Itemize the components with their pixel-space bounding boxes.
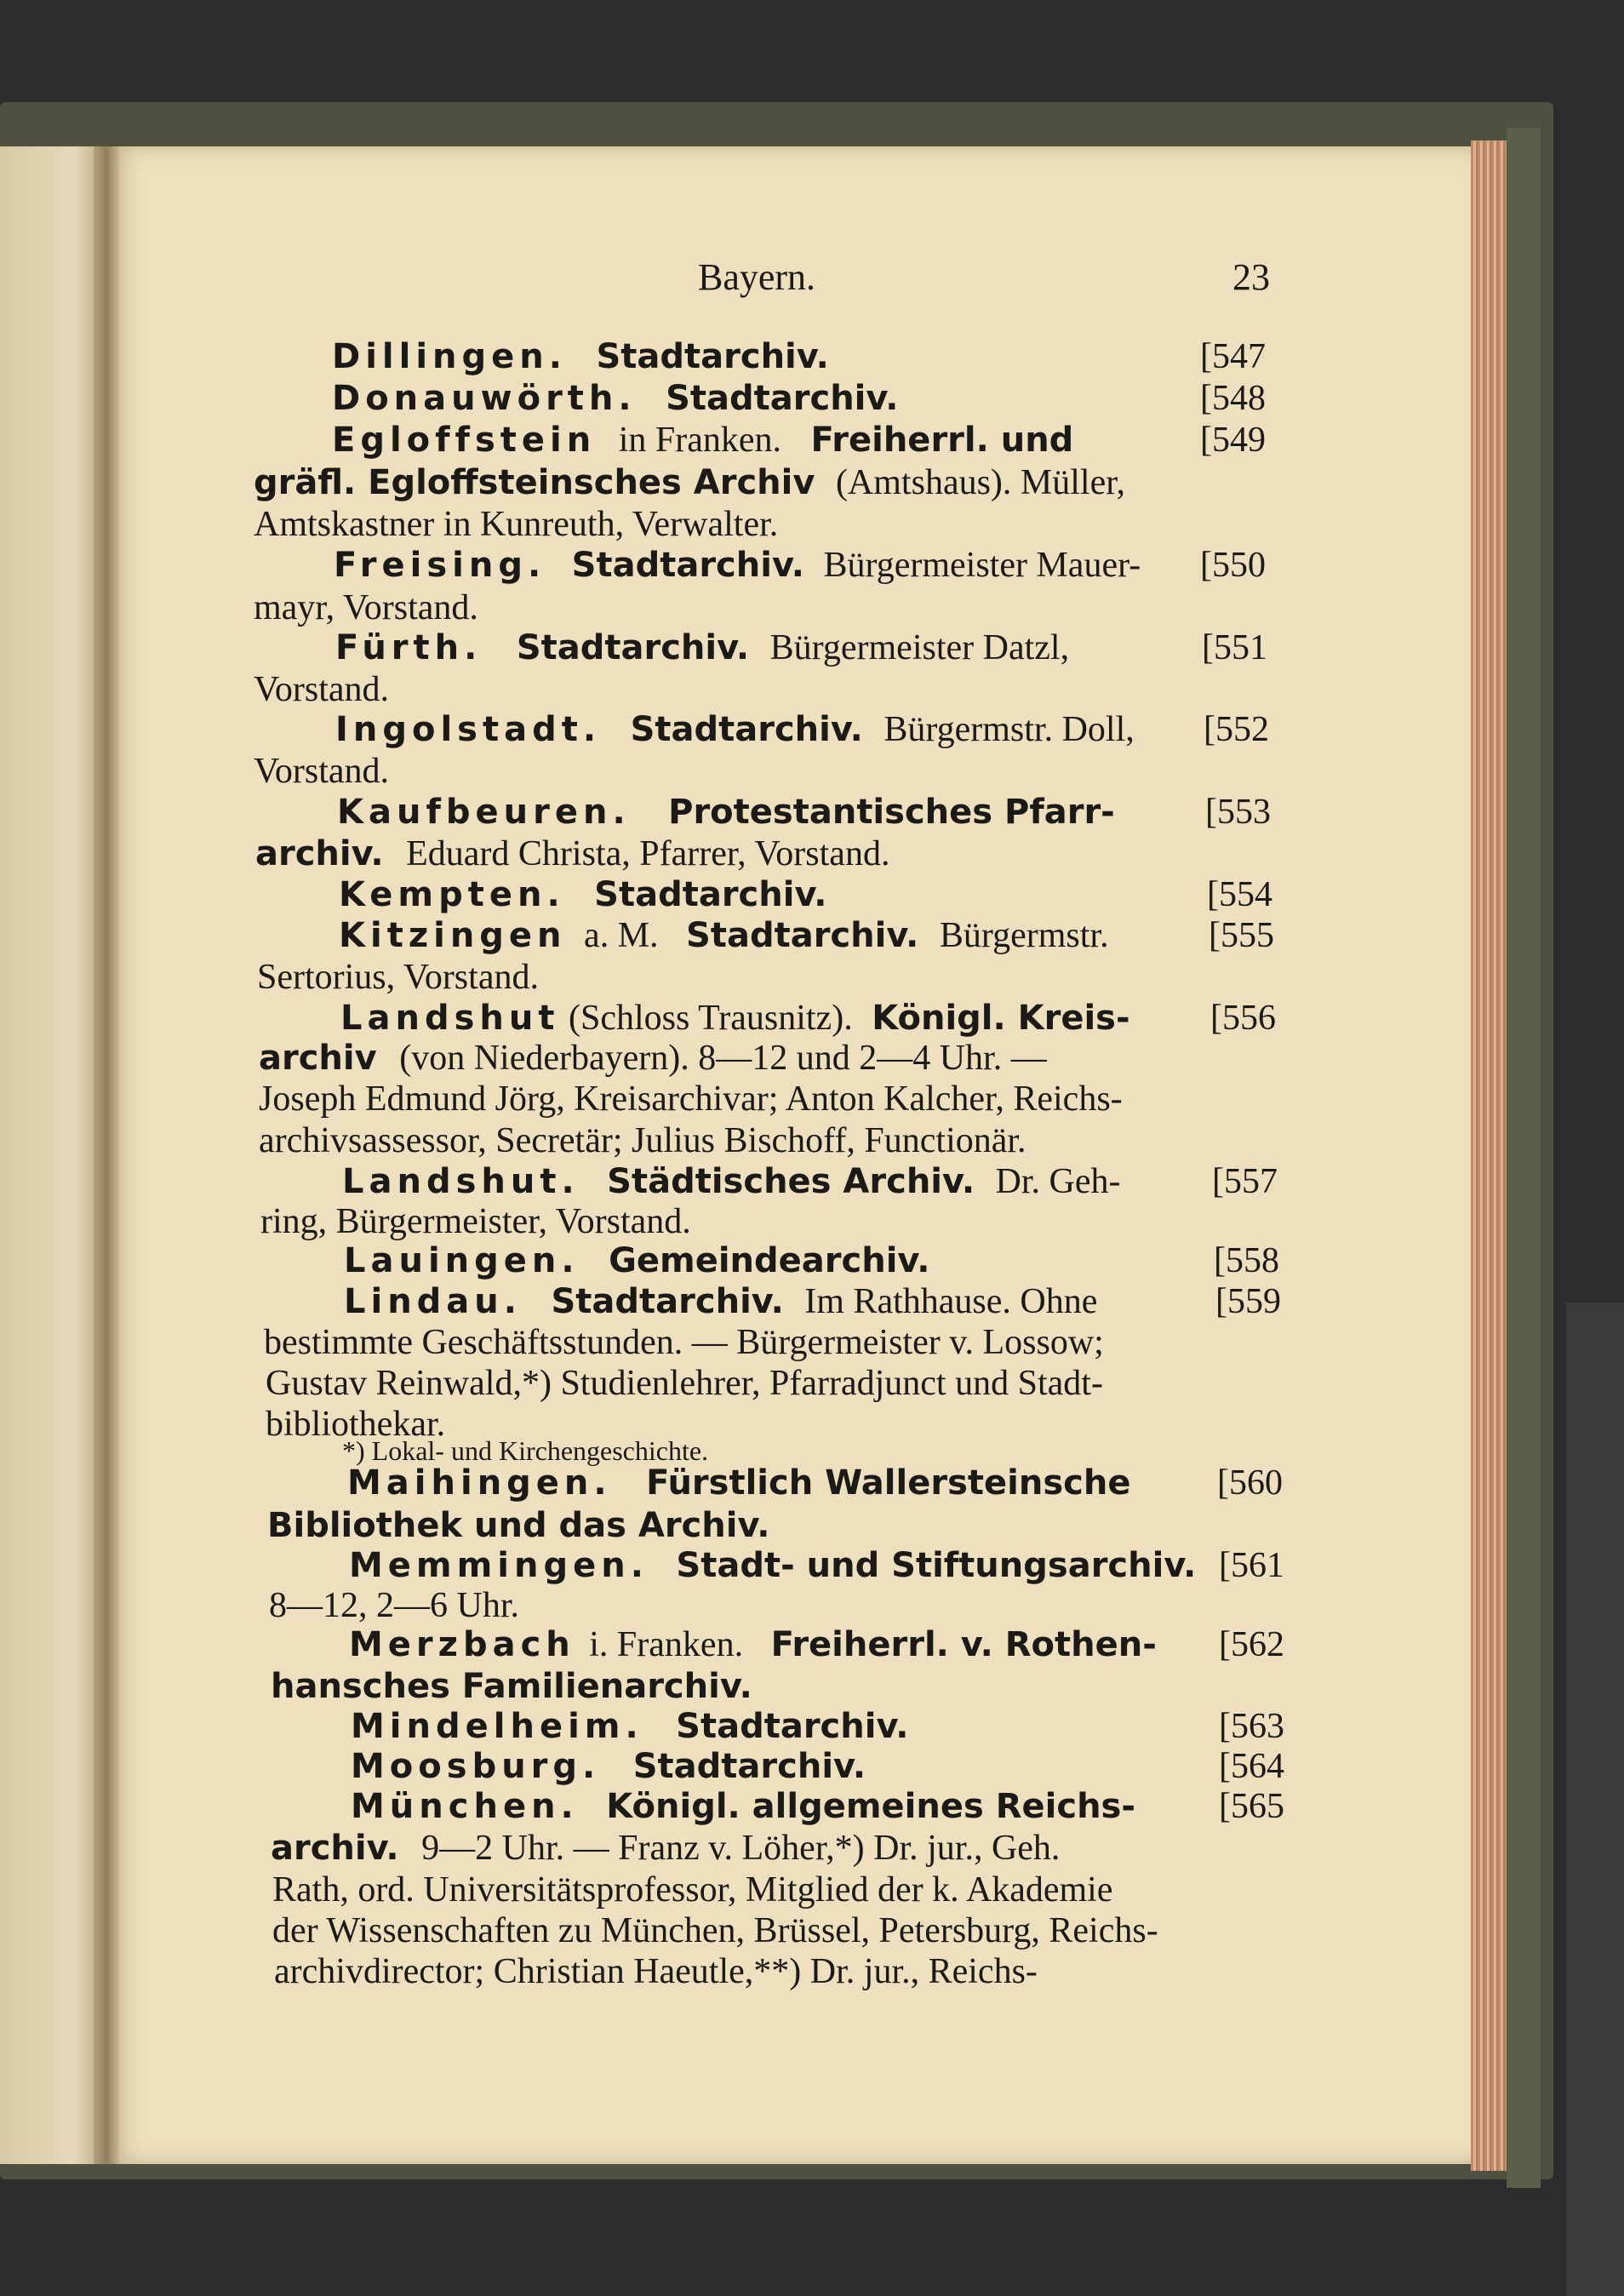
entry-number: [564	[1219, 1747, 1284, 1786]
entry-line: archivdirector; Christian Haeutle,**) Dr. jur., Reichs-	[274, 1952, 1038, 1991]
entry-line: Egloffstein in Franken. Freiherrl. und	[332, 421, 1074, 460]
entry-line: Moosburg. Stadtarchiv.	[351, 1747, 866, 1786]
entry-number: [556	[1210, 999, 1276, 1038]
entry-number: [552	[1204, 710, 1269, 749]
entry-line: 8—12, 2—6 Uhr.	[269, 1586, 519, 1625]
entry-line: Dillingen. Stadtarchiv.	[332, 337, 829, 376]
entry-line: Sertorius, Vorstand.	[257, 958, 539, 997]
entry-line: archivsassessor, Secretär; Julius Bischoff, Functionär.	[259, 1121, 1026, 1160]
entry-line: Bibliothek und das Archiv.	[267, 1506, 770, 1545]
entry-line: ring, Bürgermeister, Vorstand.	[260, 1202, 691, 1241]
entry-line: Merzbach i. Franken. Freiherrl. v. Rothen-	[349, 1625, 1157, 1664]
entry-number: [547	[1200, 337, 1266, 376]
entry-line: Rath, ord. Universitätsprofessor, Mitglied der k. Akademie	[272, 1870, 1113, 1910]
page-number: 23	[1232, 256, 1270, 298]
entry-line: bestimmte Geschäftsstunden. — Bürgermeister v. Lossow;	[264, 1323, 1104, 1362]
entry-number: [555	[1209, 916, 1274, 955]
entry-number: [548	[1200, 379, 1266, 418]
entry-line: Lauingen. Gemeindearchiv.	[344, 1241, 930, 1280]
entry-line: Landshut. Städtisches Archiv. Dr. Geh-	[342, 1162, 1121, 1201]
entry-line: München. Königl. allgemeines Reichs-	[351, 1787, 1135, 1826]
entry-line: gräfl. Egloffsteinsches Archiv (Amtshaus). Müller,	[254, 463, 1126, 502]
entry-number: [549	[1200, 421, 1266, 460]
entry-line: Memmingen. Stadt- und Stiftungsarchiv.	[349, 1546, 1197, 1585]
entry-line: archiv (von Niederbayern). 8—12 und 2—4 Uhr. —	[259, 1039, 1047, 1078]
entry-line: Amtskastner in Kunreuth, Verwalter.	[254, 505, 779, 544]
entry-line: Joseph Edmund Jörg, Kreisarchivar; Anton Kalcher, Reichs-	[259, 1079, 1123, 1119]
entry-line: Ingolstadt. Stadtarchiv. Bürgermstr. Doll,	[335, 710, 1135, 749]
entry-line: Gustav Reinwald,*) Studienlehrer, Pfarradjunct und Stadt-	[266, 1364, 1103, 1403]
footnote: *) Lokal- und Kirchengeschichte.	[342, 1435, 709, 1466]
entry-line: der Wissenschaften zu München, Brüssel, Petersburg, Reichs-	[272, 1911, 1158, 1950]
entry-line: Maihingen. Fürstlich Wallersteinsche	[347, 1463, 1131, 1503]
entry-number: [558	[1214, 1241, 1279, 1280]
entry-line: Mindelheim. Stadtarchiv.	[351, 1707, 909, 1746]
entry-number: [559	[1215, 1282, 1281, 1321]
entry-number: [557	[1212, 1162, 1278, 1201]
entry-number: [565	[1219, 1787, 1284, 1826]
entry-line: Landshut (Schloss Trausnitz). Königl. Kreis-	[340, 999, 1130, 1038]
entry-number: [563	[1219, 1707, 1284, 1746]
entry-line: Kaufbeuren. Protestantisches Pfarr-	[337, 793, 1115, 832]
entry-line: Lindau. Stadtarchiv. Im Rathhause. Ohne	[344, 1282, 1098, 1321]
entry-number: [553	[1205, 793, 1271, 832]
entry-line: archiv. Eduard Christa, Pfarrer, Vorstand.	[255, 834, 890, 873]
entry-line: Kempten. Stadtarchiv.	[339, 875, 827, 914]
entry-line: Vorstand.	[254, 670, 390, 709]
entry-line: bibliothekar.	[266, 1405, 446, 1444]
entry-line: mayr, Vorstand.	[254, 588, 478, 627]
entry-number: [550	[1200, 546, 1266, 585]
entry-line: Vorstand.	[254, 752, 390, 791]
entry-number: [562	[1219, 1625, 1284, 1664]
entry-line: Donauwörth. Stadtarchiv.	[332, 379, 899, 418]
entry-line: Kitzingen a. M. Stadtarchiv. Bürgermstr.	[339, 916, 1109, 955]
running-header: Bayern.	[698, 256, 816, 298]
entry-number: [554	[1207, 875, 1272, 914]
entry-number: [551	[1202, 628, 1267, 667]
entry-line: hansches Familienarchiv.	[271, 1667, 752, 1706]
entry-line: archiv. 9—2 Uhr. — Franz v. Löher,*) Dr. jur., Geh.	[271, 1829, 1061, 1868]
entry-line: Fürth. Stadtarchiv. Bürgermeister Datzl,	[335, 628, 1070, 667]
entry-line: Freising. Stadtarchiv. Bürgermeister Mauer-	[334, 546, 1141, 585]
entry-number: [560	[1217, 1463, 1283, 1503]
entry-number: [561	[1219, 1546, 1284, 1585]
